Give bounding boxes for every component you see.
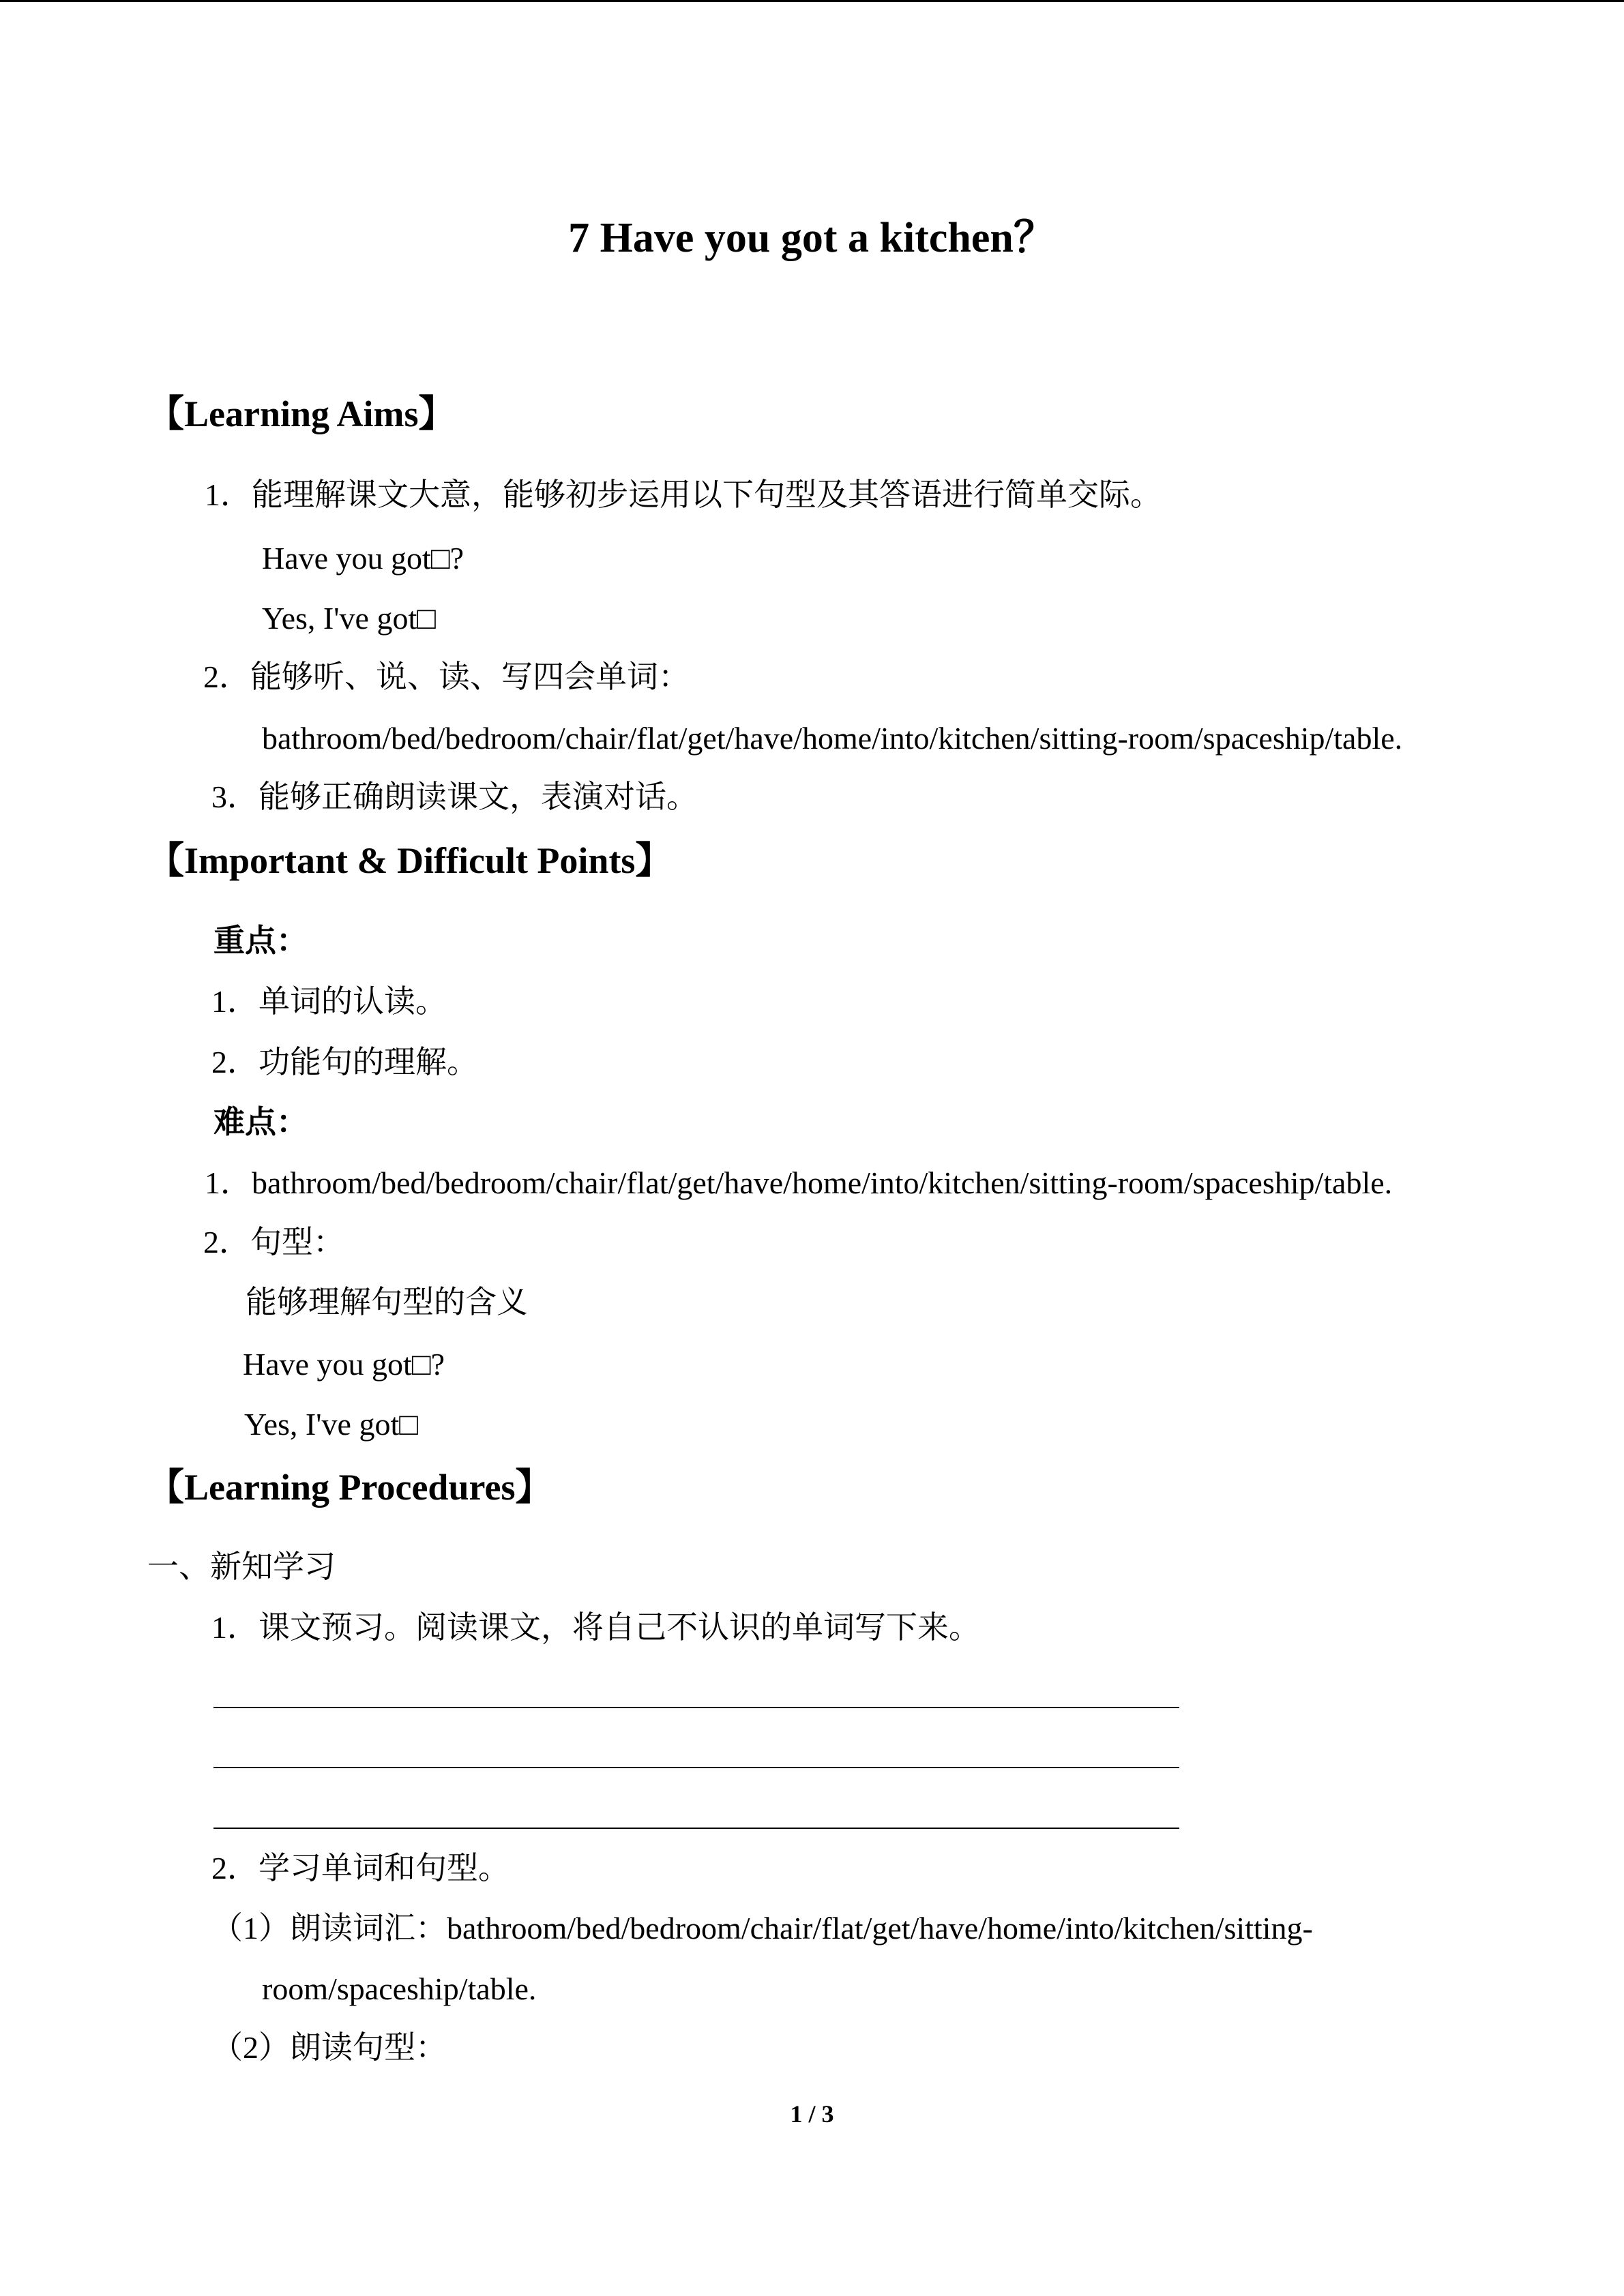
- key-points-label: 重点：: [213, 923, 308, 958]
- difficult-point-2: 2．句型：: [203, 1225, 344, 1259]
- aim-item-2: 2．能够听、说、读、写四会单词：: [203, 659, 690, 694]
- difficult-sentence-answer: Yes, I've got□: [244, 1407, 419, 1442]
- procedure-sub-1: （1）朗读词汇：bathroom/bed/bedroom/chair/flat/get/have/home/into/kitchen/sitting-: [211, 1911, 1313, 1945]
- aim-word-list: bathroom/bed/bedroom/chair/flat/get/have/home/into/kitchen/sitting-room/spaceship/table.: [262, 721, 1403, 756]
- answer-line-2[interactable]: [213, 1767, 1179, 1768]
- procedure-part-1: 一、新知学习: [147, 1549, 336, 1584]
- answer-line-1[interactable]: [213, 1707, 1179, 1708]
- key-point-2: 2．功能句的理解。: [211, 1045, 478, 1079]
- aim-sentence-question: Have you got□?: [262, 541, 464, 576]
- page-title: 7 Have you got a kitchen？: [568, 215, 1056, 261]
- procedure-sub-1-continued: room/spaceship/table.: [262, 1971, 537, 2006]
- learning-procedures-heading: 【Learning Procedures】: [147, 1467, 552, 1508]
- procedure-step-2: 2．学习单词和句型。: [211, 1851, 510, 1885]
- procedure-step-1: 1．课文预习。阅读课文，将自己不认识的单词写下来。: [211, 1610, 980, 1645]
- difficult-point-1: 1．bathroom/bed/bedroom/chair/flat/get/have/home/into/kitchen/sitting-room/spaceship/table.: [205, 1165, 1393, 1200]
- learning-aims-heading: 【Learning Aims】: [147, 393, 456, 434]
- page-number: 1 / 3: [790, 2100, 834, 2128]
- aim-item-1: 1．能理解课文大意，能够初步运用以下句型及其答语进行简单交际。: [205, 477, 1162, 512]
- page-top-border: [0, 0, 1624, 2]
- key-point-1: 1．单词的认读。: [211, 984, 447, 1019]
- aim-item-3: 3．能够正确朗读课文，表演对话。: [211, 779, 698, 814]
- difficult-sentence-meaning: 能够理解句型的含义: [246, 1285, 528, 1320]
- aim-sentence-answer: Yes, I've got□: [262, 601, 437, 636]
- difficult-sentence-question: Have you got□?: [243, 1347, 445, 1382]
- difficult-points-label: 难点：: [213, 1105, 308, 1139]
- procedure-sub-2: （2）朗读句型：: [211, 2030, 447, 2065]
- important-points-heading: 【Important & Difficult Points】: [147, 840, 673, 881]
- answer-line-3[interactable]: [213, 1828, 1179, 1829]
